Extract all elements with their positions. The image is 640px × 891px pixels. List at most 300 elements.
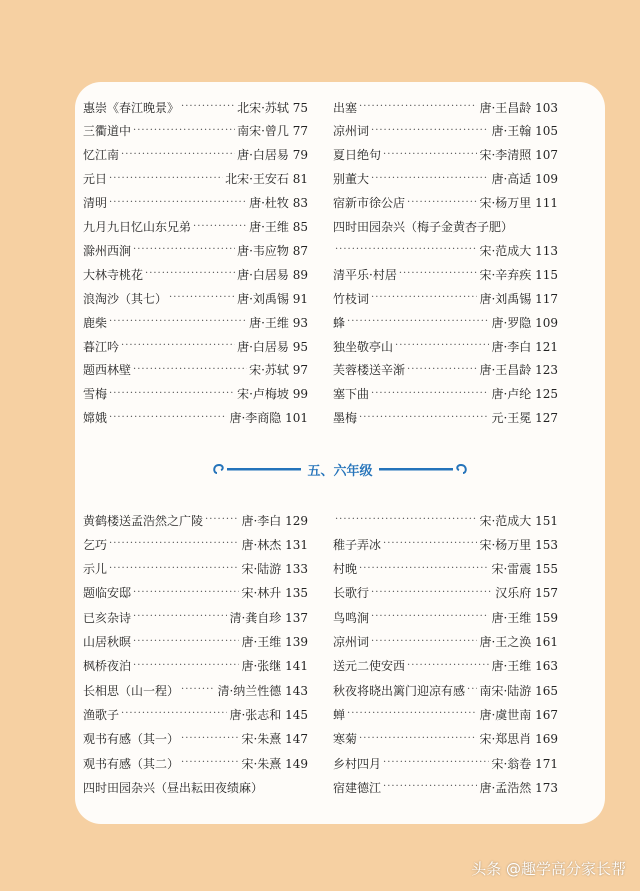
leader-dots <box>133 606 227 628</box>
leader-dots <box>133 631 239 653</box>
entry-author: 北宋·苏轼 <box>237 100 289 115</box>
entry-page: 153 <box>531 537 558 552</box>
entry-page: 133 <box>281 562 308 577</box>
entry-author-page <box>229 609 308 626</box>
entry-author-page <box>491 560 558 577</box>
entry-title: 宿建德江 <box>333 780 382 795</box>
entry-author: 汉乐府 <box>495 586 532 601</box>
toc-entry <box>83 144 308 166</box>
entry-author: 宋·朱熹 <box>241 756 282 771</box>
entry-page: 93 <box>288 315 308 330</box>
toc-entry <box>83 752 308 774</box>
entry-author: 宋·卢梅坡 <box>237 387 289 402</box>
entry-author-page <box>479 146 558 163</box>
entry-title: 观书有感（其二） <box>83 756 180 771</box>
entry-page: 165 <box>531 683 558 698</box>
toc-entry <box>83 335 308 357</box>
entry-author-page <box>479 242 558 259</box>
entry-author: 唐·高适 <box>491 172 532 187</box>
entry-title: 稚子弄冰 <box>333 537 382 552</box>
leader-dots <box>133 582 239 604</box>
leader-dots <box>181 728 239 750</box>
leader-dots <box>371 168 489 190</box>
leader-dots <box>407 192 477 214</box>
entry-author-page <box>479 99 558 116</box>
entry-author: 唐·王昌龄 <box>479 363 532 378</box>
toc-entry <box>333 558 558 580</box>
toc-entry <box>83 582 308 604</box>
toc-entry <box>333 239 558 261</box>
entry-title: 嫦娥 <box>83 411 108 426</box>
entry-title: 惠崇《春江晚景》 <box>83 100 180 115</box>
entry-page: 77 <box>288 124 308 139</box>
toc-entry <box>83 96 308 118</box>
leader-dots <box>193 216 247 238</box>
toc-entry <box>83 509 308 531</box>
toc-entry <box>333 311 558 333</box>
leader-dots <box>347 703 477 725</box>
leader-dots <box>133 239 235 261</box>
entry-title: 凉州词 <box>333 635 370 649</box>
entry-author: 唐·韦应物 <box>237 243 289 258</box>
entry-page: 125 <box>531 387 558 402</box>
entry-author: 唐·白居易 <box>237 267 289 282</box>
entry-title: 独坐敬亭山 <box>333 339 394 354</box>
entry-page: 91 <box>288 291 308 306</box>
entry-title: 芙蓉楼送辛渐 <box>333 363 406 378</box>
leader-dots <box>335 509 477 531</box>
toc-entry <box>83 776 308 798</box>
entry-author-page <box>217 682 308 699</box>
leader-dots <box>359 96 477 118</box>
toc-entry <box>83 606 308 628</box>
toc-entry <box>333 144 558 166</box>
entry-author-page <box>249 314 308 331</box>
toc-card <box>75 82 605 824</box>
entry-page: 139 <box>281 635 308 649</box>
entry-author-page <box>479 361 558 378</box>
leader-dots <box>407 359 477 381</box>
toc-entry <box>83 168 308 190</box>
toc-entry <box>83 359 308 381</box>
toc-entry <box>333 359 558 381</box>
toc-entry <box>333 216 558 238</box>
leader-dots <box>335 239 477 261</box>
entry-title: 寒菊 <box>333 732 358 747</box>
entry-author-page <box>229 409 308 426</box>
toc-entry <box>333 582 558 604</box>
toc-entry <box>83 239 308 261</box>
entry-title: 滁州西涧 <box>83 243 132 258</box>
entry-title: 已亥杂诗 <box>83 610 132 625</box>
entry-page: 81 <box>288 172 308 187</box>
entry-page: 85 <box>288 220 308 234</box>
toc-entry <box>333 655 558 677</box>
entry-author: 唐·刘禹锡 <box>479 291 532 306</box>
entry-page: 111 <box>531 196 558 211</box>
entry-page: 115 <box>531 267 558 282</box>
toc-entry <box>83 120 308 142</box>
entry-title: 山居秋暝 <box>83 635 132 649</box>
left-ornament-icon <box>211 461 301 477</box>
entry-title: 长相思（山一程） <box>83 683 180 698</box>
leader-dots <box>383 144 477 166</box>
entry-author-page <box>479 536 558 553</box>
leader-dots <box>399 263 478 285</box>
entry-page: 105 <box>531 124 558 139</box>
entry-page: 89 <box>288 267 308 282</box>
toc-entry <box>333 287 558 309</box>
entry-author-page <box>241 536 308 553</box>
entry-title: 元日 <box>83 172 108 187</box>
leader-dots <box>371 287 477 309</box>
toc-entry <box>83 311 308 333</box>
entry-page: 137 <box>281 610 308 625</box>
entry-author-page <box>237 266 308 283</box>
leader-dots <box>121 144 235 166</box>
leader-dots <box>121 703 227 725</box>
entry-author: 宋·苏轼 <box>249 363 289 378</box>
entry-author: 唐·刘禹锡 <box>237 291 289 306</box>
entry-author-page <box>491 755 558 772</box>
entry-title: 雪梅 <box>83 387 108 402</box>
entry-author-page <box>491 338 558 355</box>
entry-page: 79 <box>288 148 308 163</box>
leader-dots <box>109 168 223 190</box>
entry-author: 宋·雷震 <box>491 562 532 577</box>
entry-page: 123 <box>531 363 558 378</box>
entry-title: 黄鹤楼送孟浩然之广陵 <box>83 513 204 528</box>
entry-title: 别董大 <box>333 172 370 187</box>
entry-title: 四时田园杂兴（梅子金黄杏子肥） <box>333 220 514 234</box>
entry-title: 夏日绝句 <box>333 148 382 163</box>
toc-entry <box>83 631 308 653</box>
leader-dots <box>359 558 489 580</box>
entry-author: 元·王冕 <box>491 411 532 426</box>
toc-entry <box>83 216 308 238</box>
toc-entry <box>333 509 558 531</box>
entry-page: 159 <box>531 610 558 625</box>
entry-title: 观书有感（其一） <box>83 732 180 747</box>
entry-author-page <box>491 122 558 139</box>
entry-author: 唐·白居易 <box>237 148 289 163</box>
entry-page: 127 <box>531 411 558 426</box>
toc-entry <box>83 383 308 405</box>
right-ornament-icon <box>379 461 469 477</box>
entry-author: 唐·王维 <box>249 220 289 234</box>
entry-title: 乡村四月 <box>333 756 382 771</box>
toc-entry <box>333 383 558 405</box>
entry-author: 唐·王维 <box>249 315 289 330</box>
entry-author-page <box>241 633 308 650</box>
toc-entry <box>83 679 308 701</box>
entry-author: 唐·虞世南 <box>479 707 532 722</box>
entry-author-page <box>237 290 308 307</box>
entry-author: 宋·辛弃疾 <box>479 267 532 282</box>
toc-entry <box>333 120 558 142</box>
entry-title: 凉州词 <box>333 124 370 139</box>
entry-author-page <box>479 290 558 307</box>
entry-page: 109 <box>531 172 558 187</box>
leader-dots <box>205 509 239 531</box>
entry-author: 唐·张继 <box>241 659 282 674</box>
entry-page: 135 <box>281 586 308 601</box>
entry-title: 塞下曲 <box>333 387 370 402</box>
leader-dots <box>109 192 247 214</box>
entry-author-page <box>479 779 558 796</box>
entry-author-page <box>249 194 308 211</box>
leader-dots <box>371 631 477 653</box>
entry-page: 157 <box>531 586 558 601</box>
entry-author-page <box>479 682 558 699</box>
leader-dots <box>109 558 239 580</box>
entry-page: 129 <box>281 513 308 528</box>
leader-dots <box>109 407 227 429</box>
entry-author-page <box>479 730 558 747</box>
entry-title: 示儿 <box>83 562 108 577</box>
entry-page: 103 <box>531 100 558 115</box>
entry-title: 秋夜将晓出篱门迎凉有感 <box>333 683 466 698</box>
leader-dots <box>181 679 215 701</box>
entry-author: 北宋·王安石 <box>225 172 289 187</box>
entry-author: 唐·王维 <box>241 635 282 649</box>
entry-title: 墨梅 <box>333 411 358 426</box>
entry-author: 宋·朱熹 <box>241 732 282 747</box>
entry-title: 清明 <box>83 196 108 211</box>
toc-entry <box>333 752 558 774</box>
entry-author: 宋·李清照 <box>479 148 532 163</box>
entry-author-page <box>237 146 308 163</box>
entry-page: 141 <box>281 659 308 674</box>
entry-author: 唐·罗隐 <box>491 315 532 330</box>
entry-page: 109 <box>531 315 558 330</box>
leader-dots <box>181 96 235 118</box>
entry-author: 宋·陆游 <box>241 562 282 577</box>
toc-entry <box>83 287 308 309</box>
entry-page: 143 <box>281 683 308 698</box>
entry-page: 83 <box>288 196 308 211</box>
entry-page: 149 <box>281 756 308 771</box>
leader-dots <box>121 335 235 357</box>
leader-dots <box>347 311 489 333</box>
entry-page: 107 <box>531 148 558 163</box>
leader-dots <box>359 407 489 429</box>
entry-author: 唐·王昌龄 <box>479 100 532 115</box>
leader-dots <box>407 655 489 677</box>
entry-author-page <box>491 314 558 331</box>
entry-author: 宋·范成大 <box>479 513 532 528</box>
toc-entry <box>333 168 558 190</box>
entry-title: 暮江吟 <box>83 339 120 354</box>
entry-author: 唐·孟浩然 <box>479 780 532 795</box>
section-heading <box>75 455 605 483</box>
leader-dots <box>169 287 235 309</box>
entry-title: 乞巧 <box>83 537 108 552</box>
entry-page: 163 <box>531 659 558 674</box>
entry-author-page <box>479 194 558 211</box>
toc-entry <box>333 776 558 798</box>
toc-entry <box>333 96 558 118</box>
entry-page: 75 <box>288 100 308 115</box>
entry-page: 97 <box>288 363 308 378</box>
leader-dots <box>133 655 239 677</box>
entry-author: 唐·林杰 <box>241 537 282 552</box>
entry-title: 渔歌子 <box>83 707 120 722</box>
entry-author: 唐·王翰 <box>491 124 532 139</box>
entry-page: 151 <box>531 513 558 528</box>
toc-entry <box>83 558 308 580</box>
toc-entry <box>333 631 558 653</box>
entry-author-page <box>237 338 308 355</box>
entry-author-page <box>479 512 558 529</box>
entry-title: 九月九日忆山东兄弟 <box>83 220 192 234</box>
entry-title: 清平乐·村居 <box>333 267 397 282</box>
entry-page: 161 <box>531 635 558 649</box>
entry-author-page <box>491 657 558 674</box>
entry-page: 145 <box>281 707 308 722</box>
entry-author-page <box>491 170 558 187</box>
toc-entry <box>83 728 308 750</box>
leader-dots <box>371 582 493 604</box>
entry-author: 宋·翁卷 <box>491 756 532 771</box>
toc-entry <box>83 263 308 285</box>
entry-page: 147 <box>281 732 308 747</box>
entry-title: 题临安邸 <box>83 586 132 601</box>
leader-dots <box>109 383 235 405</box>
entry-title: 忆江南 <box>83 148 120 163</box>
entry-title: 鸟鸣涧 <box>333 610 370 625</box>
leader-dots <box>371 120 489 142</box>
entry-page: 95 <box>288 339 308 354</box>
leader-dots <box>133 359 247 381</box>
entry-title: 三衢道中 <box>83 124 132 139</box>
entry-title: 送元二使安西 <box>333 659 406 674</box>
entry-author: 南宋·陆游 <box>479 683 532 698</box>
leader-dots <box>133 120 235 142</box>
entry-page: 155 <box>531 562 558 577</box>
entry-author-page <box>479 706 558 723</box>
entry-title: 蜂 <box>333 315 346 330</box>
entry-author: 唐·李白 <box>491 339 532 354</box>
entry-author-page <box>241 560 308 577</box>
toc-entry <box>333 606 558 628</box>
leader-dots <box>383 776 477 798</box>
leader-dots <box>371 383 489 405</box>
entry-author: 唐·王维 <box>491 659 532 674</box>
toc-entry <box>333 679 558 701</box>
section-heading-text: 五、六年级 <box>307 463 373 479</box>
toc-entry <box>333 407 558 429</box>
entry-author: 宋·范成大 <box>479 243 532 258</box>
entry-page: 117 <box>531 291 558 306</box>
entry-page: 131 <box>281 537 308 552</box>
watermark: 头条 @趣学高分家长帮 <box>471 860 626 878</box>
toc-entry <box>83 192 308 214</box>
leader-dots <box>467 679 477 701</box>
leader-dots <box>383 533 477 555</box>
entry-author-page <box>237 385 308 402</box>
leader-dots <box>395 335 489 357</box>
entry-author: 宋·杨万里 <box>479 196 532 211</box>
entry-author: 唐·卢纶 <box>491 387 532 402</box>
toc-entry <box>333 703 558 725</box>
entry-title: 出塞 <box>333 100 358 115</box>
entry-title: 大林寺桃花 <box>83 267 144 282</box>
toc-entry <box>83 533 308 555</box>
leader-dots <box>383 752 489 774</box>
entry-title: 题西林壁 <box>83 363 132 378</box>
entry-title: 村晚 <box>333 562 358 577</box>
leader-dots <box>109 533 239 555</box>
entry-page: 121 <box>531 339 558 354</box>
entry-title: 鹿柴 <box>83 315 108 330</box>
entry-author: 宋·林升 <box>241 586 282 601</box>
entry-author: 宋·杨万里 <box>479 537 532 552</box>
entry-author-page <box>241 657 308 674</box>
entry-page: 101 <box>281 411 308 426</box>
entry-author-page <box>241 512 308 529</box>
entry-author: 宋·郑思肖 <box>479 732 532 747</box>
entry-title: 蝉 <box>333 707 346 722</box>
toc-entry <box>83 655 308 677</box>
leader-dots <box>145 263 235 285</box>
entry-author: 唐·张志和 <box>229 707 282 722</box>
entry-author-page <box>241 584 308 601</box>
entry-author: 唐·王维 <box>491 610 532 625</box>
leader-dots <box>359 728 477 750</box>
entry-page: 169 <box>531 732 558 747</box>
entry-author-page <box>237 122 308 139</box>
entry-author-page <box>241 755 308 772</box>
entry-author-page <box>479 633 558 650</box>
toc-entry <box>333 192 558 214</box>
entry-author-page <box>491 409 558 426</box>
entry-author-page <box>225 170 308 187</box>
entry-author-page <box>249 218 308 235</box>
entry-author-page <box>229 706 308 723</box>
leader-dots <box>109 311 247 333</box>
entry-author: 清·龚自珍 <box>229 610 282 625</box>
entry-page: 171 <box>531 756 558 771</box>
entry-page: 87 <box>288 243 308 258</box>
leader-dots <box>371 606 489 628</box>
entry-page: 173 <box>531 780 558 795</box>
entry-author-page <box>237 99 308 116</box>
entry-page: 167 <box>531 707 558 722</box>
entry-author: 唐·王之涣 <box>479 635 532 649</box>
entry-title: 枫桥夜泊 <box>83 659 132 674</box>
entry-title: 竹枝词 <box>333 291 370 306</box>
entry-author-page <box>241 730 308 747</box>
toc-entry <box>83 407 308 429</box>
toc-entry <box>333 335 558 357</box>
toc-entry <box>333 533 558 555</box>
entry-title: 四时田园杂兴（昼出耘田夜绩麻） <box>83 780 264 795</box>
entry-page: 99 <box>288 387 308 402</box>
entry-author: 清·纳兰性德 <box>217 683 282 698</box>
leader-dots <box>181 752 239 774</box>
entry-author: 南宋·曾几 <box>237 124 289 139</box>
toc-entry <box>333 728 558 750</box>
entry-title: 长歌行 <box>333 586 370 601</box>
entry-author: 唐·白居易 <box>237 339 289 354</box>
toc-entry <box>333 263 558 285</box>
entry-author-page <box>237 242 308 259</box>
entry-author-page <box>249 361 308 378</box>
entry-author-page <box>491 385 558 402</box>
entry-author-page <box>479 266 558 283</box>
entry-title: 宿新市徐公店 <box>333 196 406 211</box>
